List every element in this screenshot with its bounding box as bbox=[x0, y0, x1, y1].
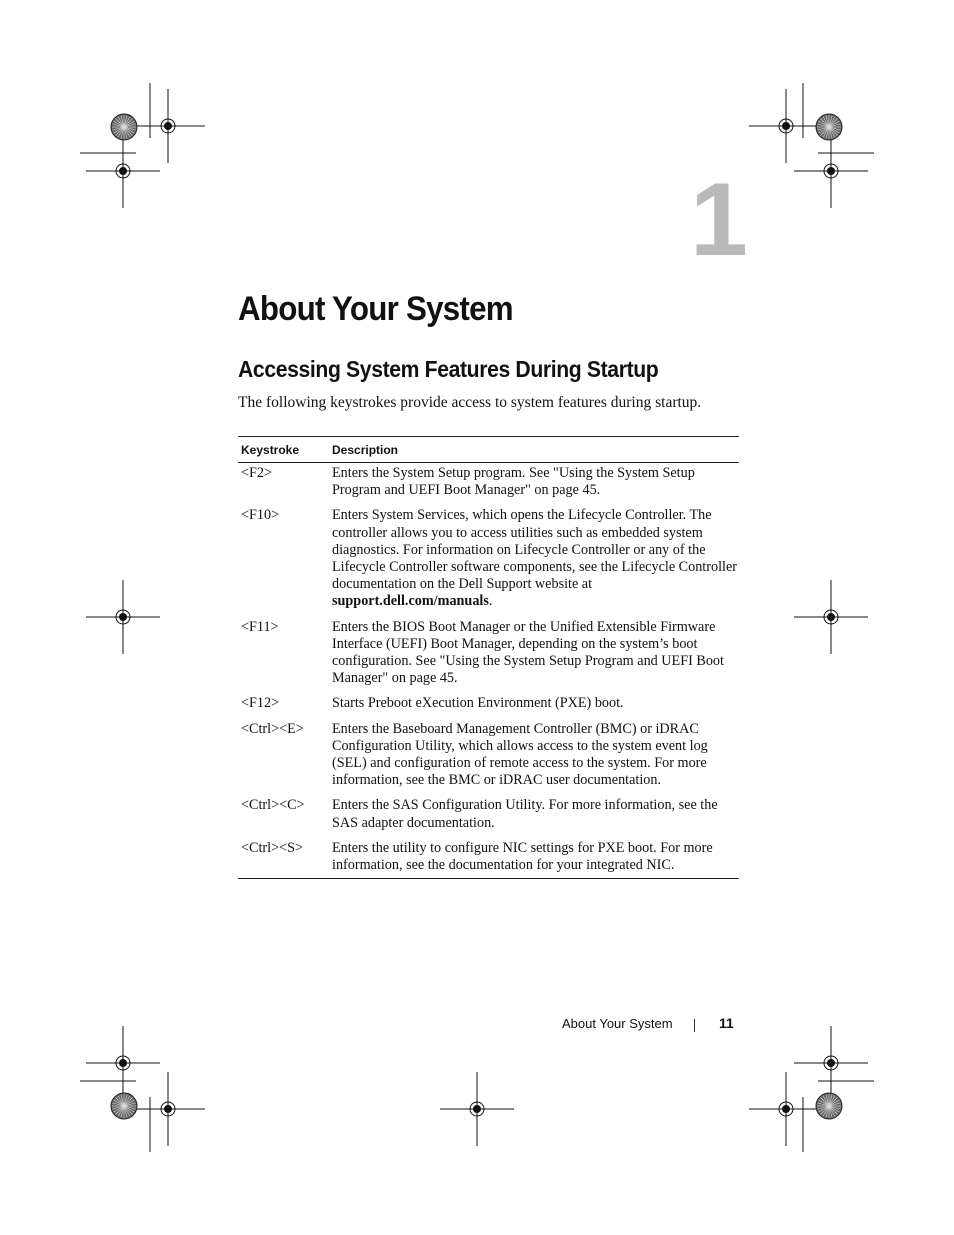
table-header bbox=[238, 437, 739, 463]
target-right-middle-dot bbox=[828, 614, 835, 621]
footer-chapter-title: About Your System bbox=[562, 1016, 673, 1031]
table-row bbox=[238, 797, 739, 831]
footer-page-number: 11 bbox=[719, 1015, 734, 1031]
description-text: Enters System Services, which opens the Lifecycle Controller. The controller allows you to access utilities such as embedded system diagnostics. For information on Lifecycle Controller or any of the Lifecycle Controller software components, see the Lifecycle Controller documentation on the Dell Support website at bbox=[332, 507, 737, 593]
table-row bbox=[238, 507, 739, 610]
keystroke-cell: <F12> bbox=[241, 695, 280, 712]
table-row bbox=[238, 619, 739, 688]
description-cell bbox=[332, 507, 739, 610]
target-bottom-right-dot bbox=[783, 1106, 790, 1113]
table-row bbox=[238, 721, 739, 790]
description-cell: Enters the System Setup program. See "Using the System Setup Program and UEFI Boot Manager" on page 45. bbox=[332, 465, 695, 499]
keystroke-cell: <F10> bbox=[241, 507, 280, 524]
description-cell: Enters the BIOS Boot Manager or the Unified Extensible Firmware Interface (UEFI) Boot Manager, depending on the system’s boot configuration. See "Using the System Setup Program and UEFI Boot Manager" on page 45. bbox=[332, 618, 724, 687]
target-left-upper-dot bbox=[120, 168, 127, 175]
target-top-right-dot bbox=[783, 123, 790, 130]
description-cell: Enters the SAS Configuration Utility. For more information, see the SAS adapter documentation. bbox=[332, 797, 718, 831]
section-title: Accessing System Features During Startup bbox=[238, 356, 659, 382]
keystroke-cell: <Ctrl><C> bbox=[241, 797, 305, 814]
target-left-lower-dot bbox=[120, 1060, 127, 1067]
target-right-lower-dot bbox=[828, 1060, 835, 1067]
description-end: . bbox=[488, 593, 493, 610]
footer-separator bbox=[694, 1019, 695, 1032]
support-link-text: support.dell.com/manuals bbox=[332, 593, 489, 610]
keystroke-cell: <Ctrl><S> bbox=[241, 839, 303, 856]
intro-paragraph: The following keystrokes provide access to system features during startup. bbox=[238, 394, 702, 411]
table-row bbox=[238, 465, 739, 499]
header-description: Description bbox=[332, 442, 399, 457]
chapter-number: 1 bbox=[690, 162, 748, 278]
target-right-upper-dot bbox=[828, 168, 835, 175]
keystroke-cell: <F2> bbox=[241, 465, 272, 481]
description-cell: Starts Preboot eXecution Environment (PXE) boot. bbox=[332, 695, 624, 712]
keystroke-cell: <F11> bbox=[241, 618, 279, 635]
chapter-title: About Your System bbox=[238, 290, 513, 328]
description-cell: Enters the Baseboard Management Controller (BMC) or iDRAC Configuration Utility, which allows access to the system event log (SEL) and configuration of remote access to the system. For more information, see the BMC or iDRAC user documentation. bbox=[332, 720, 708, 789]
keystroke-cell: <Ctrl><E> bbox=[241, 720, 304, 737]
table-body bbox=[238, 463, 739, 878]
header-keystroke: Keystroke bbox=[241, 442, 300, 457]
description-cell: Enters the utility to configure NIC settings for PXE boot. For more information, see the documentation for your integrated NIC. bbox=[332, 839, 713, 874]
target-left-middle-dot bbox=[120, 614, 127, 621]
target-bottom-center-dot bbox=[474, 1106, 481, 1113]
target-bottom-left-dot bbox=[165, 1106, 172, 1113]
table-row bbox=[238, 840, 739, 874]
table-row bbox=[238, 695, 739, 712]
target-top-left-dot bbox=[165, 123, 172, 130]
keystroke-table bbox=[238, 436, 739, 879]
